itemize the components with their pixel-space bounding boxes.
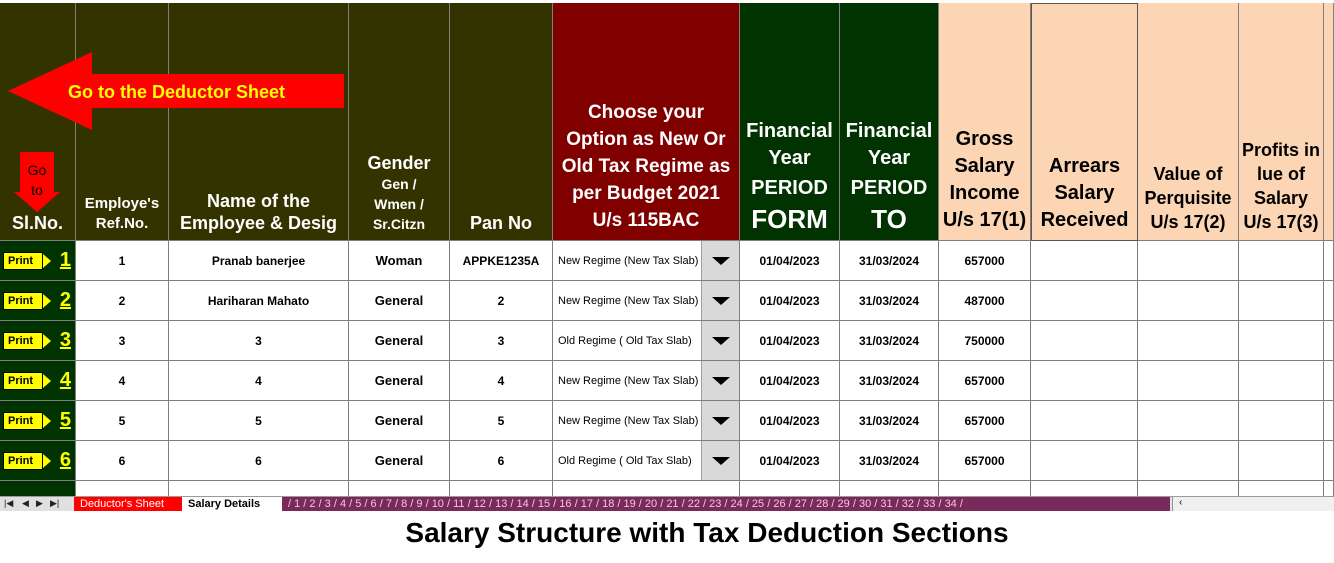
row-pan-cell[interactable]: 4 xyxy=(450,361,553,401)
row-to-cell[interactable]: 31/03/2024 xyxy=(840,441,939,481)
row-name-cell[interactable]: 3 xyxy=(169,321,349,361)
last-sheet-icon[interactable]: ▶| xyxy=(50,498,60,508)
print-button[interactable]: Print xyxy=(3,292,43,310)
dropdown-button[interactable] xyxy=(701,241,739,280)
print-button[interactable]: Print xyxy=(3,332,43,350)
row-to-cell[interactable]: 31/03/2024 xyxy=(840,321,939,361)
row-arrears-cell[interactable] xyxy=(1031,361,1138,401)
row-profits-cell[interactable] xyxy=(1239,441,1324,481)
row-pan-cell[interactable] xyxy=(450,481,553,496)
header-gender-sub: Gen / Wmen / Sr.Citzn xyxy=(372,176,426,232)
header-gender xyxy=(349,3,450,241)
chevron-down-icon xyxy=(712,417,730,425)
row-ref-cell[interactable]: 6 xyxy=(76,441,169,481)
row-gross-cell[interactable]: 487000 xyxy=(939,281,1031,321)
row-ref-cell[interactable]: 1 xyxy=(76,241,169,281)
header-ref-label: Employe's Ref.No. xyxy=(84,195,160,232)
header-gross-label: Gross Salary Income U/s 17(1) xyxy=(942,128,1027,231)
dropdown-button[interactable] xyxy=(701,401,739,440)
header-name-label: Name of the Employee & Desig xyxy=(179,191,338,233)
tax-regime-value: New Regime (New Tax Slab) xyxy=(553,361,702,400)
row-slno-cell[interactable] xyxy=(0,321,76,361)
row-slno-cell[interactable] xyxy=(0,401,76,441)
scroll-left-icon[interactable]: ‹ xyxy=(1179,497,1183,508)
serial-number-link[interactable]: 5 xyxy=(59,409,71,431)
tax-regime-dropdown[interactable] xyxy=(553,361,740,401)
row-slno-cell[interactable] xyxy=(0,281,76,321)
row-gender-cell[interactable]: General xyxy=(349,361,450,401)
print-button[interactable]: Print xyxy=(3,412,43,430)
row-profits-cell[interactable] xyxy=(1239,361,1324,401)
header-gross xyxy=(939,3,1031,241)
serial-number-link[interactable]: 6 xyxy=(59,449,71,471)
row-arrears-cell[interactable] xyxy=(1031,441,1138,481)
row-slno-cell[interactable] xyxy=(0,361,76,401)
go-to-label[interactable]: Go to xyxy=(27,162,47,198)
row-pan-cell[interactable]: 6 xyxy=(450,441,553,481)
row-gross-cell[interactable]: 657000 xyxy=(939,441,1031,481)
header-fy-from-3: FORM xyxy=(751,204,828,234)
tax-regime-dropdown[interactable] xyxy=(553,321,740,361)
row-profits-cell[interactable] xyxy=(1239,481,1324,496)
row-pan-cell[interactable]: 2 xyxy=(450,281,553,321)
row-gender-cell[interactable]: General xyxy=(349,321,450,361)
chevron-down-icon xyxy=(712,257,730,265)
row-pan-cell[interactable]: 5 xyxy=(450,401,553,441)
row-gross-cell[interactable]: 657000 xyxy=(939,401,1031,441)
row-ref-cell[interactable] xyxy=(76,481,169,496)
row-from-cell[interactable]: 01/04/2023 xyxy=(740,441,840,481)
row-arrears-cell[interactable] xyxy=(1031,321,1138,361)
page-caption: Salary Structure with Tax Deduction Sections xyxy=(405,517,1009,548)
row-next-cell[interactable] xyxy=(1324,361,1334,401)
row-profits-cell[interactable] xyxy=(1239,321,1324,361)
tax-regime-dropdown[interactable] xyxy=(553,401,740,441)
tax-regime-value: Old Regime ( Old Tax Slab) xyxy=(553,441,702,480)
header-next-col xyxy=(1324,3,1334,241)
row-gross-cell[interactable]: 657000 xyxy=(939,241,1031,281)
row-gender-cell[interactable]: General xyxy=(349,281,450,321)
row-slno-cell[interactable] xyxy=(0,441,76,481)
row-name-cell[interactable]: Hariharan Mahato xyxy=(169,281,349,321)
tax-regime-value: New Regime (New Tax Slab) xyxy=(553,241,702,280)
row-to-cell[interactable] xyxy=(840,481,939,496)
tax-regime-dropdown[interactable] xyxy=(553,441,740,481)
row-arrears-cell[interactable] xyxy=(1031,401,1138,441)
row-next-cell[interactable] xyxy=(1324,401,1334,441)
row-slno-cell[interactable] xyxy=(0,481,76,496)
header-regime xyxy=(553,3,740,241)
dropdown-button[interactable] xyxy=(701,441,739,480)
header-pan-label: Pan No xyxy=(469,213,532,233)
row-next-cell[interactable] xyxy=(1324,281,1334,321)
tab-deductors-sheet[interactable]: Deductor's Sheet xyxy=(74,497,182,511)
row-ref-cell[interactable]: 3 xyxy=(76,321,169,361)
row-next-cell[interactable] xyxy=(1324,481,1334,496)
go-to-deductor-label[interactable]: Go to the Deductor Sheet xyxy=(68,82,286,102)
row-name-cell[interactable]: Pranab banerjee xyxy=(169,241,349,281)
header-slno-label: Sl.No. xyxy=(11,213,63,233)
next-sheet-icon[interactable]: ▶ xyxy=(36,498,43,508)
chevron-down-icon xyxy=(712,377,730,385)
header-fy-from-2: PERIOD xyxy=(751,177,828,199)
row-name-cell[interactable] xyxy=(169,481,349,496)
tab-salary-details[interactable]: Salary Details xyxy=(182,497,282,511)
tax-regime-value: New Regime (New Tax Slab) xyxy=(553,281,702,320)
row-arrears-cell[interactable] xyxy=(1031,281,1138,321)
tax-regime-dropdown[interactable] xyxy=(553,481,740,496)
row-perq-cell[interactable] xyxy=(1138,361,1239,401)
header-regime-label: Choose your Option as New Or Old Tax Regime as per Budget 2021 U/s 115BAC xyxy=(561,102,731,231)
row-name-cell[interactable]: 4 xyxy=(169,361,349,401)
header-fy-to-3: TO xyxy=(871,204,907,234)
row-profits-cell[interactable] xyxy=(1239,281,1324,321)
prev-sheet-icon[interactable]: ◀ xyxy=(22,498,29,508)
header-fy-from xyxy=(740,3,840,241)
row-to-cell[interactable]: 31/03/2024 xyxy=(840,241,939,281)
tax-regime-value: New Regime (New Tax Slab) xyxy=(553,401,702,440)
header-gender-title: Gender xyxy=(367,153,431,173)
tab-employee-numbers[interactable]: / 1 / 2 / 3 / 4 / 5 / 6 / 7 / 8 / 9 / 10 / 11 / 12 / 13 / 14 / 15 / 16 / 17 / 18 / 19 / 20 / 21 / 22 / 23 / 24 / 25 / 26 / 27 / 28 / 29 / 30 / 31 / 32 / 33 / 34 / xyxy=(282,497,1170,511)
row-perq-cell[interactable] xyxy=(1138,441,1239,481)
row-ref-cell[interactable]: 4 xyxy=(76,361,169,401)
chevron-down-icon xyxy=(712,297,730,305)
row-profits-cell[interactable] xyxy=(1239,241,1324,281)
row-from-cell[interactable]: 01/04/2023 xyxy=(740,281,840,321)
row-to-cell[interactable]: 31/03/2024 xyxy=(840,401,939,441)
chevron-down-icon xyxy=(712,337,730,345)
dropdown-button[interactable] xyxy=(701,321,739,360)
header-profits xyxy=(1239,3,1324,241)
tax-regime-value: Old Regime ( Old Tax Slab) xyxy=(553,321,702,360)
tax-regime-dropdown[interactable] xyxy=(553,281,740,321)
header-arrears-label: Arrears Salary Received xyxy=(1040,155,1129,231)
row-from-cell[interactable]: 01/04/2023 xyxy=(740,401,840,441)
header-perq xyxy=(1138,3,1239,241)
row-gross-cell[interactable] xyxy=(939,481,1031,496)
row-next-cell[interactable] xyxy=(1324,321,1334,361)
serial-number-link[interactable]: 1 xyxy=(59,249,71,271)
row-to-cell[interactable]: 31/03/2024 xyxy=(840,281,939,321)
row-next-cell[interactable] xyxy=(1324,241,1334,281)
chevron-down-icon xyxy=(712,457,730,465)
serial-number-link[interactable]: 4 xyxy=(59,369,71,391)
print-button[interactable]: Print xyxy=(3,372,43,390)
header-fy-to-1: Financial Year xyxy=(845,120,933,169)
row-ref-cell[interactable]: 5 xyxy=(76,401,169,441)
row-gender-cell[interactable]: Woman xyxy=(349,241,450,281)
dropdown-button[interactable] xyxy=(701,361,739,400)
header-fy-to-2: PERIOD xyxy=(850,177,928,199)
print-button[interactable]: Print xyxy=(3,252,43,270)
row-slno-cell[interactable] xyxy=(0,241,76,281)
print-button[interactable]: Print xyxy=(3,452,43,470)
row-gender-cell[interactable]: General xyxy=(349,401,450,441)
header-fy-from-1: Financial Year xyxy=(746,120,833,169)
row-arrears-cell[interactable] xyxy=(1031,241,1138,281)
row-arrears-cell[interactable] xyxy=(1031,481,1138,496)
header-arrears xyxy=(1031,3,1138,241)
row-profits-cell[interactable] xyxy=(1239,401,1324,441)
row-next-cell[interactable] xyxy=(1324,441,1334,481)
header-fy-to xyxy=(840,3,939,241)
dropdown-button[interactable] xyxy=(701,281,739,320)
row-gross-cell[interactable]: 750000 xyxy=(939,321,1031,361)
header-perq-label: Value of Perquisite U/s 17(2) xyxy=(1144,164,1232,232)
header-pan xyxy=(450,3,553,241)
row-to-cell[interactable]: 31/03/2024 xyxy=(840,361,939,401)
row-pan-cell[interactable]: APPKE1235A xyxy=(450,241,553,281)
horizontal-scrollbar[interactable] xyxy=(1172,497,1334,511)
header-profits-label: Profits in lue of Salary U/s 17(3) xyxy=(1241,140,1320,232)
row-ref-cell[interactable]: 2 xyxy=(76,281,169,321)
row-perq-cell[interactable] xyxy=(1138,241,1239,281)
row-gender-cell[interactable]: General xyxy=(349,441,450,481)
row-from-cell[interactable] xyxy=(740,481,840,496)
sheet-tab-bar xyxy=(0,496,1334,511)
row-from-cell[interactable]: 01/04/2023 xyxy=(740,241,840,281)
first-sheet-icon[interactable]: |◀ xyxy=(4,498,14,508)
row-perq-cell[interactable] xyxy=(1138,281,1239,321)
row-from-cell[interactable]: 01/04/2023 xyxy=(740,361,840,401)
row-perq-cell[interactable] xyxy=(1138,321,1239,361)
row-name-cell[interactable]: 5 xyxy=(169,401,349,441)
serial-number-link[interactable]: 3 xyxy=(59,329,71,351)
row-gender-cell[interactable] xyxy=(349,481,450,496)
row-perq-cell[interactable] xyxy=(1138,481,1239,496)
row-from-cell[interactable]: 01/04/2023 xyxy=(740,321,840,361)
tax-regime-dropdown[interactable] xyxy=(553,241,740,281)
row-gross-cell[interactable]: 657000 xyxy=(939,361,1031,401)
serial-number-link[interactable]: 2 xyxy=(59,289,71,311)
row-perq-cell[interactable] xyxy=(1138,401,1239,441)
row-pan-cell[interactable]: 3 xyxy=(450,321,553,361)
row-name-cell[interactable]: 6 xyxy=(169,441,349,481)
